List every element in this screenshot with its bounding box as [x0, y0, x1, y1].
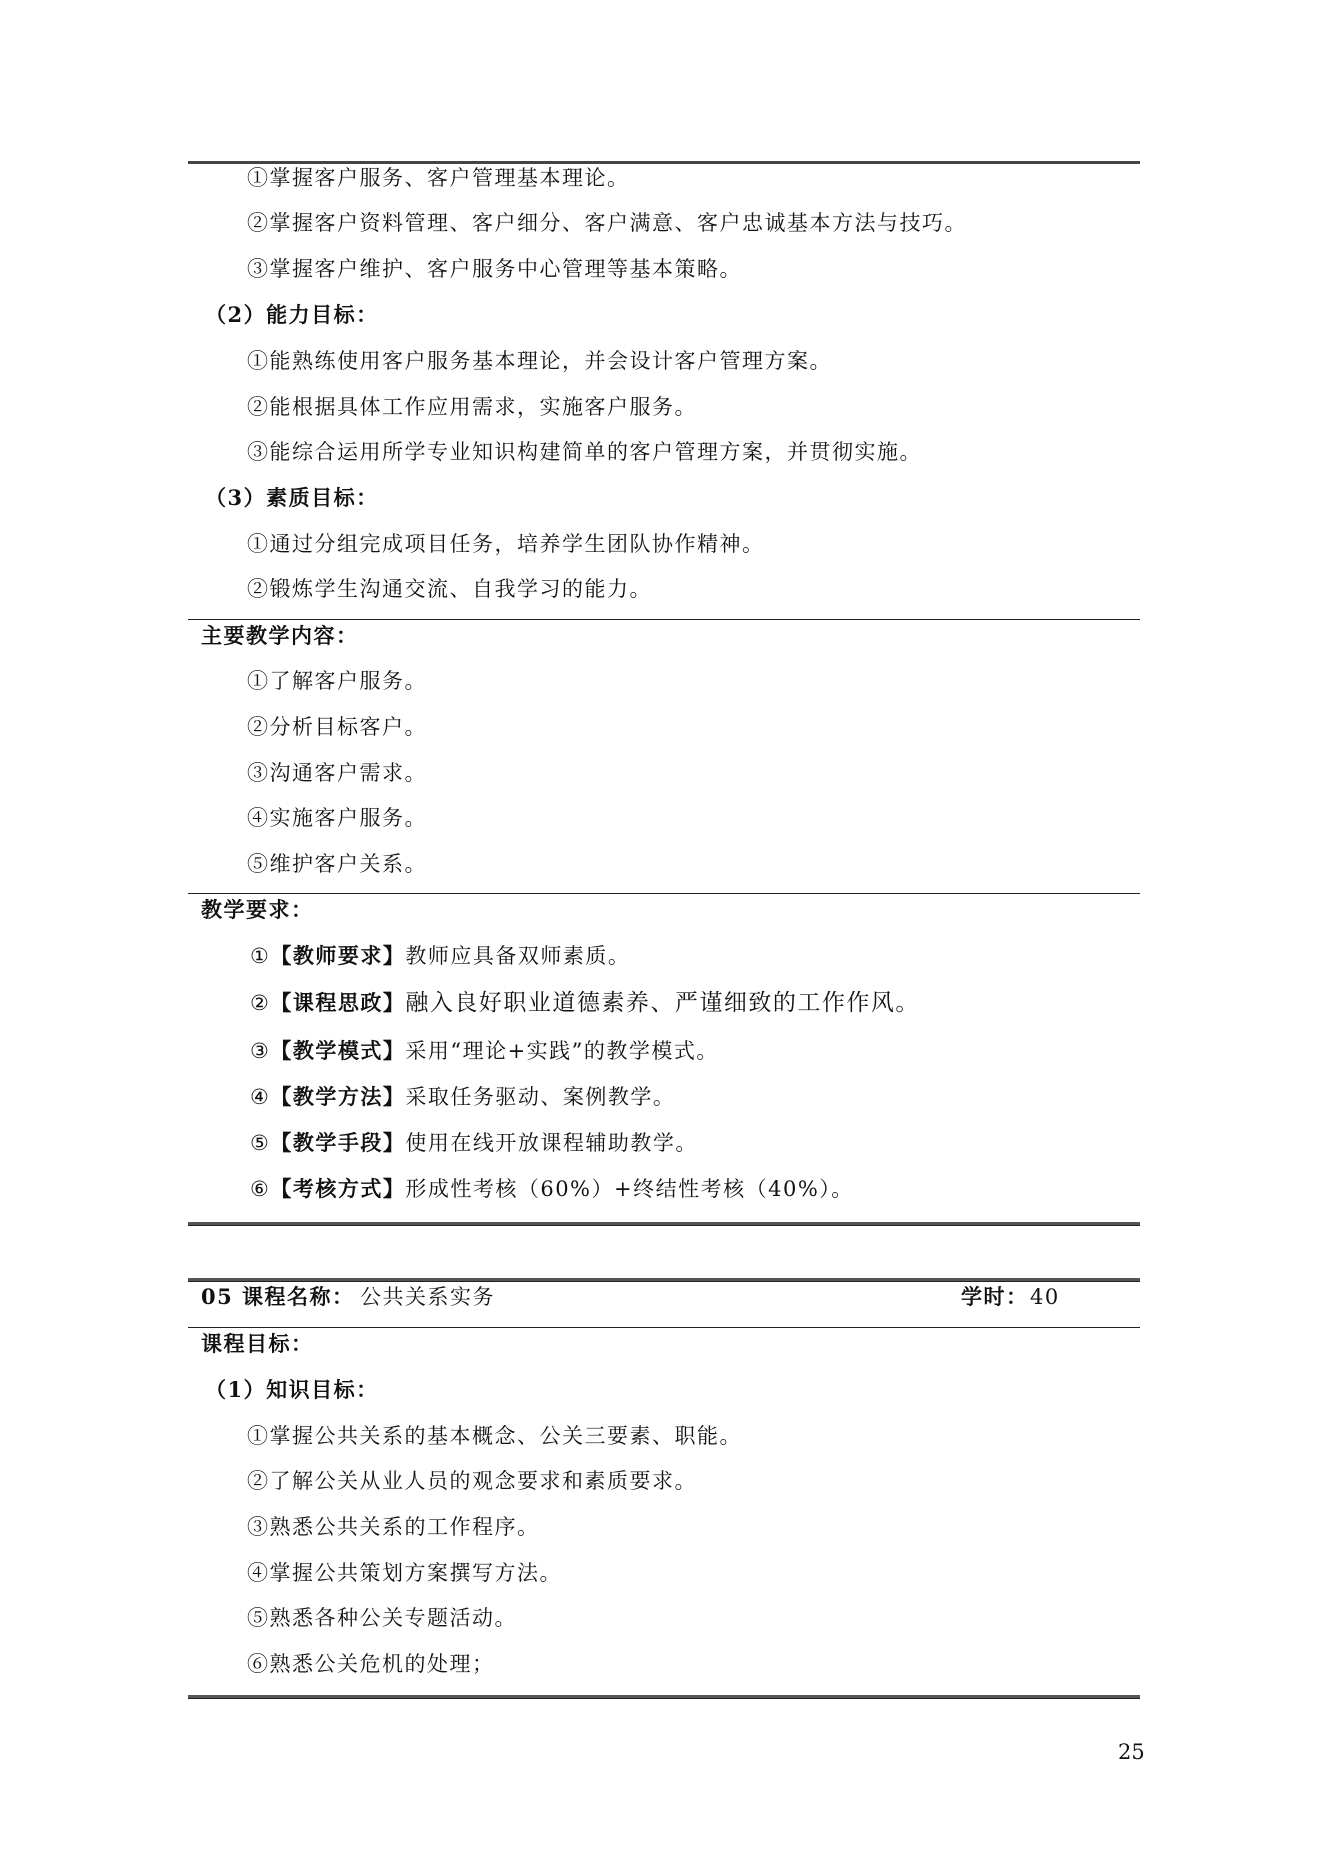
quality-item-2: ②锻炼学生沟通交流、自我学习的能力。: [247, 577, 652, 601]
ability-item-3: ③能综合运用所学专业知识构建简单的客户管理方案，并贯彻实施。: [247, 440, 922, 464]
requirement-tag: 【教学模式】: [270, 1038, 406, 1063]
requirement-number: ④: [250, 1085, 271, 1109]
knowledge-item-3: ③熟悉公共关系的工作程序。: [247, 1515, 540, 1539]
course-label: 05 课程名称：: [201, 1284, 355, 1309]
content-heading: 主要教学内容：: [201, 623, 359, 648]
requirement-text: 融入良好职业道德素养、严谨细致的工作作风。: [405, 990, 920, 1016]
content-item-3: ③沟通客户需求。: [247, 761, 427, 785]
knowledge-item-2: ②掌握客户资料管理、客户细分、客户满意、客户忠诚基本方法与技巧。: [247, 211, 967, 235]
table-bottom-border: [188, 1222, 1140, 1226]
requirement-number: ①: [250, 944, 271, 968]
requirement-row: [250, 988, 920, 1018]
page-number: 25: [1118, 1740, 1145, 1764]
knowledge-item-3: ③掌握客户维护、客户服务中心管理等基本策略。: [247, 257, 742, 281]
hours-label: 学时：: [961, 1284, 1029, 1309]
requirements-heading: 教学要求：: [201, 897, 314, 922]
content-item-4: ④实施客户服务。: [247, 806, 427, 830]
requirement-row: [250, 1036, 719, 1066]
section-divider: [188, 619, 1140, 620]
knowledge-item-4: ④掌握公共策划方案撰写方法。: [247, 1561, 562, 1585]
hours-value: 40: [1030, 1285, 1060, 1309]
requirement-row: [250, 941, 630, 971]
requirement-row: [250, 1082, 675, 1112]
knowledge-heading: （1）知识目标：: [205, 1377, 379, 1402]
ability-item-2: ②能根据具体工作应用需求，实施客户服务。: [247, 395, 697, 419]
knowledge-item-1: ①掌握客户服务、客户管理基本理论。: [247, 166, 630, 190]
knowledge-item-1: ①掌握公共关系的基本概念、公关三要素、职能。: [247, 1424, 742, 1448]
requirement-number: ⑥: [250, 1177, 271, 1201]
requirement-row: [250, 1174, 854, 1204]
requirement-text: 采用“理论+实践”的教学模式。: [405, 1039, 719, 1063]
requirement-number: ③: [250, 1039, 271, 1063]
knowledge-item-5: ⑤熟悉各种公关专题活动。: [247, 1606, 517, 1630]
table-bottom-border: [188, 1695, 1140, 1699]
requirement-row: [250, 1128, 698, 1158]
requirement-text: 教师应具备双师素质。: [405, 944, 631, 968]
quality-item-1: ①通过分组完成项目任务，培养学生团队协作精神。: [247, 532, 765, 556]
requirement-tag: 【教师要求】: [270, 943, 406, 968]
content-item-5: ⑤维护客户关系。: [247, 852, 427, 876]
requirement-tag: 【教学手段】: [270, 1130, 406, 1155]
knowledge-item-6: ⑥熟悉公关危机的处理；: [247, 1652, 495, 1676]
section-divider: [188, 1327, 1140, 1328]
requirement-text: 形成性考核（60%）+终结性考核（40%）。: [405, 1177, 854, 1201]
content-item-1: ①了解客户服务。: [247, 669, 427, 693]
requirement-text: 采取任务驱动、案例教学。: [405, 1085, 676, 1109]
requirement-tag: 【教学方法】: [270, 1084, 406, 1109]
requirement-text: 使用在线开放课程辅助教学。: [405, 1131, 698, 1155]
course-goal-heading: 课程目标：: [201, 1331, 314, 1356]
requirement-tag: 【课程思政】: [270, 990, 406, 1015]
ability-item-1: ①能熟练使用客户服务基本理论，并会设计客户管理方案。: [247, 349, 832, 373]
knowledge-item-2: ②了解公关从业人员的观念要求和素质要求。: [247, 1469, 697, 1493]
requirement-tag: 【考核方式】: [270, 1176, 406, 1201]
section-divider: [188, 893, 1140, 894]
requirement-number: ⑤: [250, 1131, 271, 1155]
ability-heading: （2）能力目标：: [205, 302, 379, 327]
requirement-number: ②: [250, 991, 271, 1015]
course-name: 公共关系实务: [360, 1285, 495, 1309]
content-item-2: ②分析目标客户。: [247, 715, 427, 739]
quality-heading: （3）素质目标：: [205, 485, 379, 510]
